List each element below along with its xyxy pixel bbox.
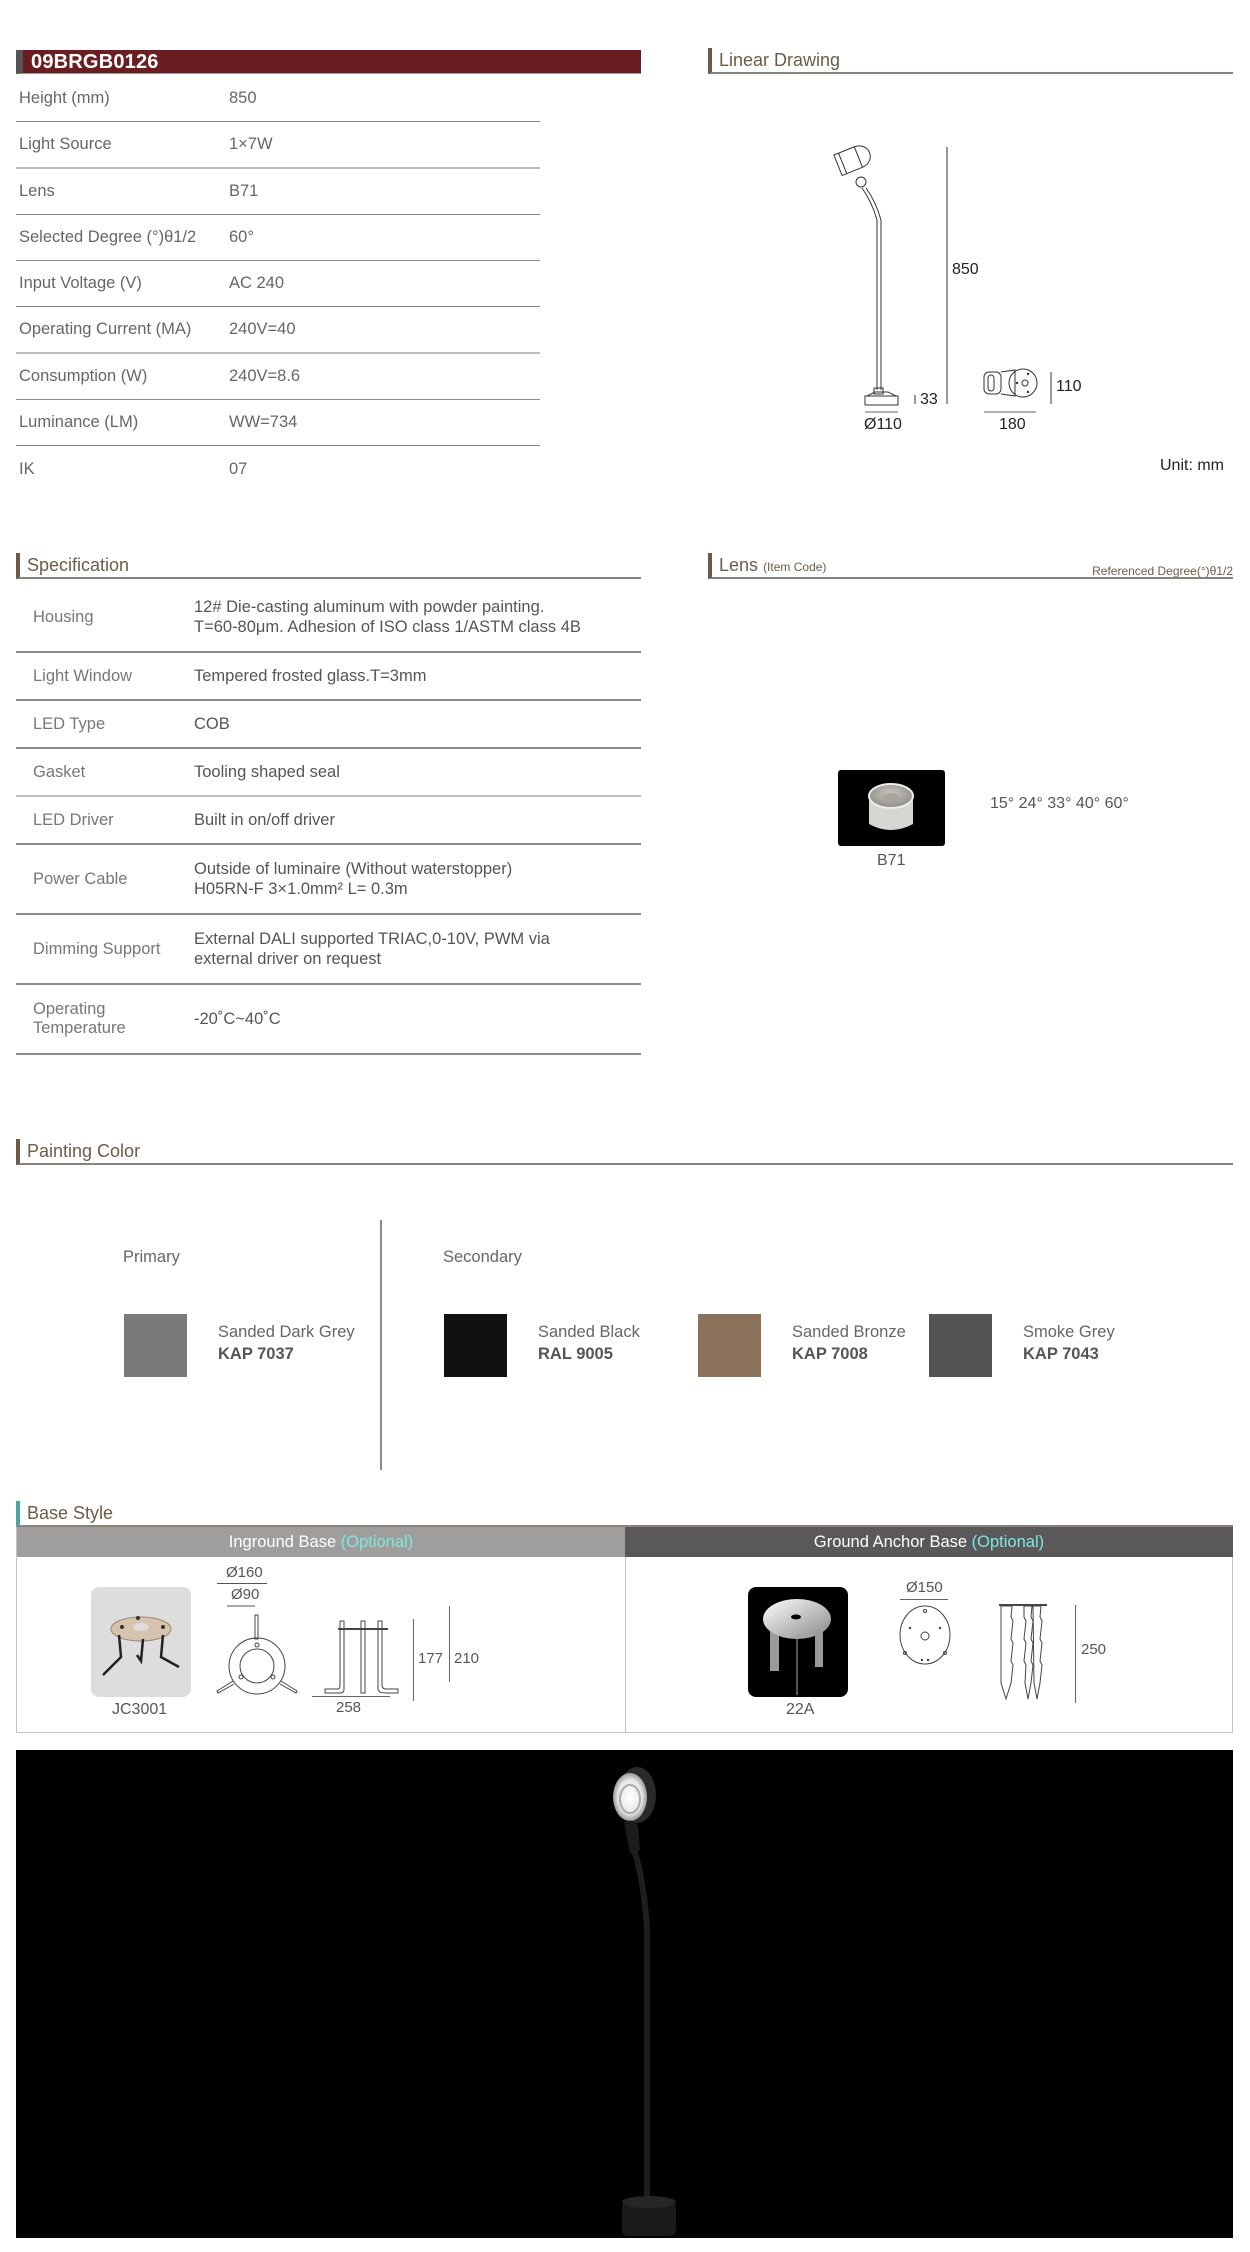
dimension-line [413,1619,414,1701]
dimension-line [227,1605,255,1607]
dimension-inner-diameter: Ø90 [231,1586,260,1603]
color-label: Smoke Grey [1023,1323,1115,1341]
dimension-height: 250 [1081,1641,1107,1658]
dimension-height-1: 177 [418,1650,444,1667]
linear-drawing [820,140,1120,440]
spec-value: Tooling shaped seal [194,763,340,781]
attribute-value: B71 [229,181,259,200]
dimension-height-2: 210 [454,1650,480,1667]
attribute-value: 240V=8.6 [229,366,301,385]
lens-product-icon [838,770,945,846]
dimension-base-height: 33 [920,391,938,408]
attribute-row [16,446,540,492]
section-title: Lens [719,555,759,575]
attribute-row [16,169,540,215]
color-code: KAP 7037 [218,1345,294,1363]
attributes-table [16,76,540,493]
referenced-degree-label: Referenced Degree(°)θ1/2 [1092,564,1233,578]
attribute-label: Lens [19,181,55,200]
attribute-label: IK [19,460,35,479]
base-divider [625,1557,626,1733]
attribute-label: Light Source [19,134,112,153]
dimension-diameter: Ø150 [906,1579,943,1596]
spec-value: Outside of luminaire (Without waterstopper) H05RN-F 3×1.0mm² L= 0.3m [194,860,513,898]
color-name [538,1321,640,1365]
specification-table [16,583,641,1055]
attribute-value: 1×7W [229,134,273,153]
attribute-value: 850 [229,89,257,108]
color-label: Sanded Dark Grey [218,1323,355,1341]
color-swatch-sanded-bronze [698,1314,761,1377]
attribute-label: Selected Degree (°)θ1/2 [19,228,197,247]
spec-label: LED Driver [33,810,114,829]
spec-value: -20˚C~40˚C [194,1010,281,1028]
inground-base-side-drawing-icon [322,1619,402,1699]
attribute-row [16,215,540,261]
attribute-value: 60° [229,228,254,247]
section-subtitle: (Item Code) [763,560,827,574]
lens-degrees: 15° 24° 33° 40° 60° [990,795,1129,812]
color-name [792,1321,906,1365]
section-title: Painting Color [27,1141,141,1161]
dimension-head-height: 110 [1056,378,1082,395]
section-title: Specification [27,555,130,575]
spec-label: Operating Temperature [33,1000,126,1037]
attribute-label: Input Voltage (V) [19,274,142,293]
color-swatch-sanded-black [444,1314,507,1377]
spec-row [16,701,641,749]
spec-row [16,845,641,915]
attribute-row [16,76,540,122]
color-code: RAL 9005 [538,1345,613,1363]
linear-drawing-header [708,48,1233,74]
attribute-value: WW=734 [229,413,298,432]
ground-anchor-base-label: Ground Anchor Base [813,1533,968,1551]
lens-image [838,770,945,846]
inground-base-label: Inground Base [228,1533,337,1551]
spec-row [16,797,641,845]
ground-anchor-base-header [625,1527,1233,1557]
spec-value: External DALI supported TRIAC,0-10V, PWM via external driver on request [194,930,550,968]
inground-base-product-icon [91,1587,191,1697]
ground-anchor-top-drawing-icon [897,1603,953,1667]
optional-label: (Optional) [971,1533,1045,1551]
spec-label: Power Cable [33,869,128,888]
specification-header [16,553,641,579]
ground-anchor-product-icon [748,1587,848,1697]
spec-row [16,985,641,1055]
dimension-height: 850 [952,261,979,278]
section-title: Base Style [27,1503,114,1523]
spec-value: COB [194,715,230,733]
spec-row [16,749,641,797]
attribute-value: 07 [229,460,248,479]
dimension-head-length: 180 [999,416,1026,433]
unit-label: Unit: mm [1160,457,1224,474]
spec-value: Tempered frosted glass.T=3mm [194,667,427,685]
product-code-bar [16,50,641,74]
color-name [218,1321,355,1365]
color-swatch-sanded-dark-grey [124,1314,187,1377]
dimension-line [449,1606,450,1682]
spec-label: Gasket [33,762,86,781]
spec-value: 12# Die-casting aluminum with powder painting. T=60-80μm. Adhesion of ISO class 1/ASTM class 4B [194,598,581,636]
attribute-row [16,307,540,353]
attribute-label: Height (mm) [19,89,110,108]
attribute-value: 240V=40 [229,320,296,339]
painting-color-header [16,1139,1233,1165]
optional-label: (Optional) [340,1533,414,1551]
spec-value: Built in on/off driver [194,811,335,829]
color-swatch-smoke-grey [929,1314,992,1377]
ground-anchor-base-image [748,1587,848,1697]
color-code: KAP 7008 [792,1345,868,1363]
attribute-row [16,354,540,400]
spec-label: Housing [33,607,94,626]
lens-item-code: B71 [877,852,906,869]
dimension-line [1075,1605,1076,1703]
lamp-render-icon [16,1750,1233,2238]
primary-label: Primary [123,1248,180,1266]
secondary-label: Secondary [443,1248,522,1266]
attribute-row [16,122,540,168]
color-name [1023,1321,1115,1365]
ground-anchor-side-drawing-icon [999,1603,1059,1707]
color-label: Sanded Black [538,1323,640,1341]
dimension-base-diameter: Ø110 [864,416,902,433]
spec-row [16,653,641,701]
attribute-row [16,261,540,307]
base-style-panel [16,1527,1233,1733]
inground-base-code: JC3001 [112,1701,168,1718]
color-label: Sanded Bronze [792,1323,906,1341]
spec-row [16,915,641,985]
base-style-header [16,1501,1233,1527]
inground-base-top-drawing-icon [213,1611,303,1711]
product-code: 09BRGB0126 [31,51,159,73]
color-code: KAP 7043 [1023,1345,1099,1363]
attribute-row [16,400,540,446]
dimension-width: 258 [336,1699,362,1716]
spec-label: LED Type [33,714,106,733]
paint-divider [380,1220,382,1470]
dimension-outer-diameter: Ø160 [226,1564,263,1581]
spec-row [16,583,641,653]
dimension-line [900,1599,948,1600]
lens-header [708,553,1233,579]
spec-label: Light Window [33,666,133,685]
dimension-line [217,1583,267,1584]
attribute-label: Consumption (W) [19,366,148,385]
spec-label: Dimming Support [33,939,161,958]
inground-base-header [17,1527,625,1557]
product-photo [16,1750,1233,2238]
ground-anchor-base-code: 22A [786,1701,815,1718]
attribute-value: AC 240 [229,274,285,293]
inground-base-image [91,1587,191,1697]
dimension-line [312,1696,390,1697]
attribute-label: Operating Current (MA) [19,320,192,339]
section-title: Linear Drawing [719,50,841,70]
attribute-label: Luminance (LM) [19,413,139,432]
